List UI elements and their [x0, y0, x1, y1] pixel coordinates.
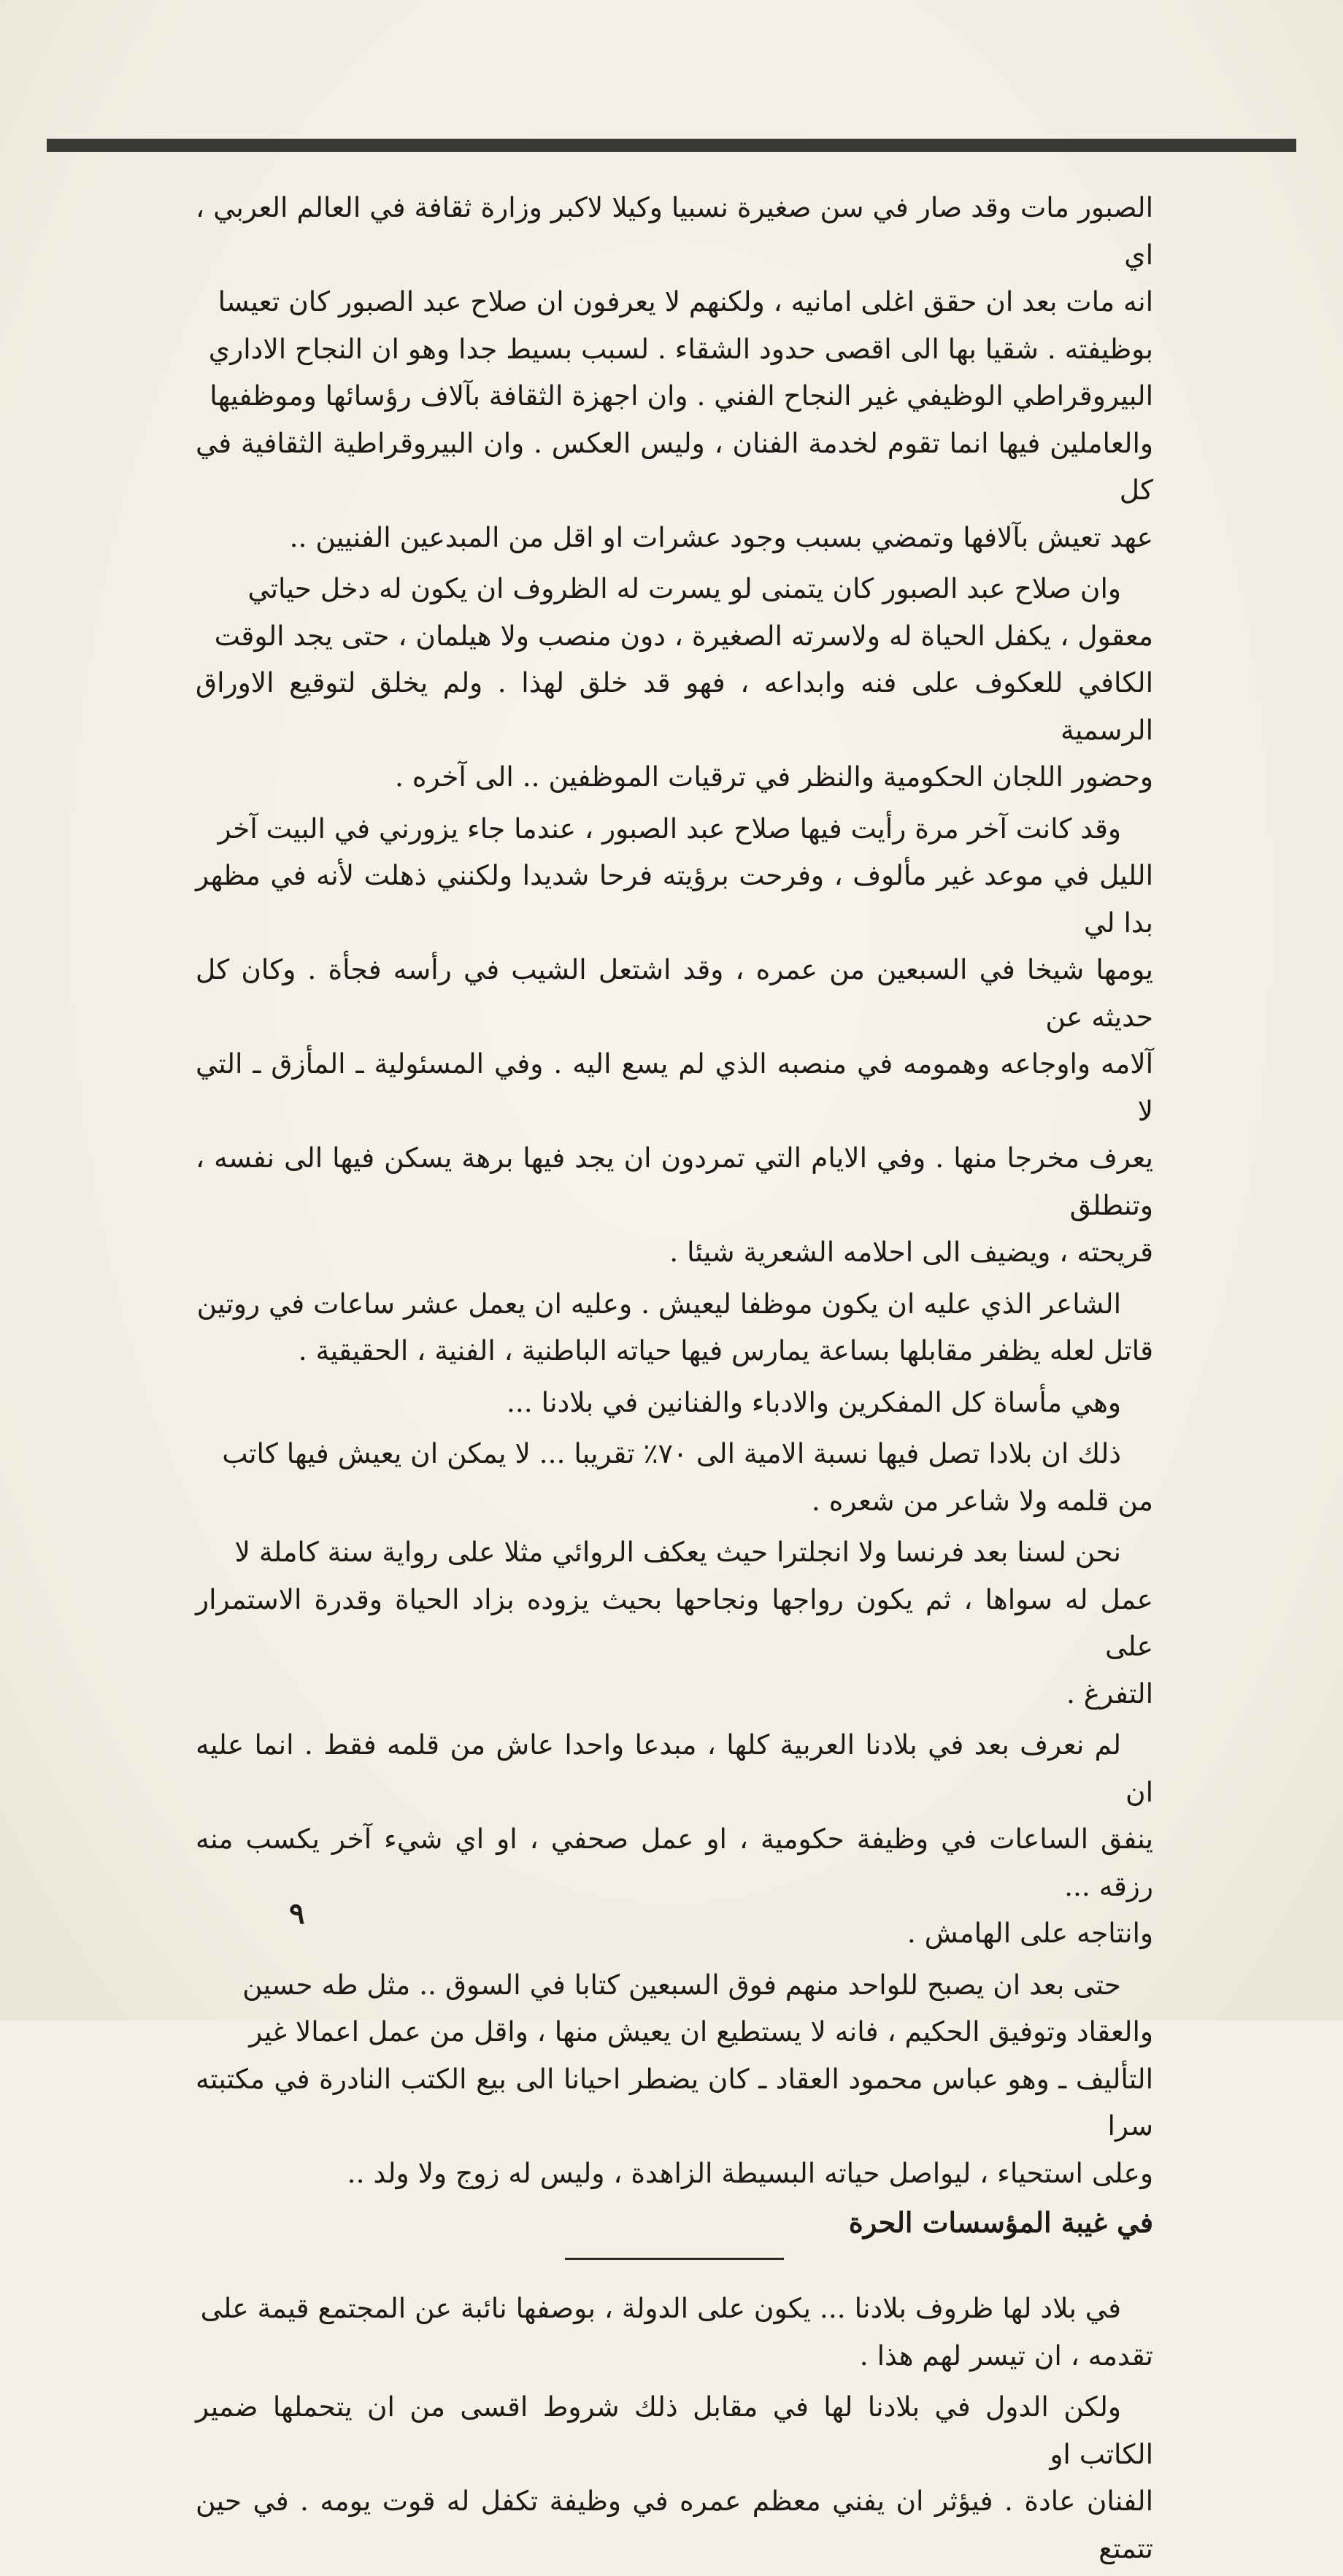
paragraph: وهي مأساة كل المفكرين والادباء والفنانين في بلادنا ... — [506, 1385, 1121, 1418]
paragraph: في بلاد لها ظروف بلادنا ... يكون على الدولة ، بوصفها نائبة عن المجتمع قيمة على تقدمه ، ان تيسر لهم هذا . — [200, 2292, 1153, 2372]
page-number: ٩ — [289, 1896, 305, 1931]
page-body — [196, 184, 1153, 2576]
paragraph: ولكن الدول في بلادنا لها في مقابل ذلك شروط اقسى من ان يتحملها ضمير الكاتب او الفنان عادة . فيؤثر ان يفني معظم عمره في وظيفة تكفل له قوت يومه . في حين تتمتع — [196, 2391, 1153, 2564]
paragraph: نحن لسنا بعد فرنسا ولا انجلترا حيث يعكف الروائي مثلا على رواية سنة كاملة لا عمل له سواها ، ثم يكون رواجها ونجاحها بحيث يزوده بزاد الحياة وقدرة الاستمرار على التفرغ . — [196, 1536, 1153, 1710]
paragraphs-after-heading — [196, 2285, 1153, 2572]
top-header-rule — [47, 139, 1296, 152]
paragraph: الصبور مات وقد صار في سن صغيرة نسبيا وكيلا لاكبر وزارة ثقافة في العالم العربي ، اي انه مات بعد ان حقق اغلى امانيه ، ولكنهم لا يعرفون ان صلاح عبد الصبور كان تعيسا بوظيفته . شقيا بها الى اقصى حدود الشقاء . لسبب بسيط جدا وهو ان النجاح الاداري البيروقراطي الوظيفي غير النجاح الفني . وان اجهزة الثقافة بآلاف رؤسائها وموظفيها والعاملين فيها انما تقوم لخدمة الفنان ، وليس العكس . وان البيروقراطية الثقافية في كل عهد تعيش بآلافها وتمضي بسبب وجود عشرات او اقل من المبدعين الفنيين .. — [196, 191, 1153, 553]
section-heading: في غيبة المؤسسات الحرة — [848, 2206, 1153, 2239]
paragraphs-before-heading — [196, 184, 1153, 2196]
paragraph: الشاعر الذي عليه ان يكون موظفا ليعيش . وعليه ان يعمل عشر ساعات في روتين قاتل لعله يظفر مقابلها بساعة يمارس فيها حياته الباطنية ، الفنية ، الحقيقية . — [196, 1287, 1153, 1366]
section-divider — [565, 2258, 784, 2260]
paragraph: لم نعرف بعد في بلادنا العربية كلها ، مبدعا واحدا عاش من قلمه فقط . انما عليه ان ينفق الساعات في وظيفة حكومية ، او عمل صحفي ، او اي شيء آخر يكسب منه رزقه ... وانتاجه على الهامش . — [196, 1729, 1153, 1949]
paragraph: ذلك ان بلادا تصل فيها نسبة الامية الى ٧٠٪ تقريبا ... لا يمكن ان يعيش فيها كاتب من قلمه ولا شاعر من شعره . — [222, 1437, 1153, 1517]
paragraph: وقد كانت آخر مرة رأيت فيها صلاح عبد الصبور ، عندما جاء يزورني في البيت آخر الليل في موعد غير مألوف ، وفرحت برؤيته فرحا شديدا ولكنني ذهلت لأنه في مظهر بدا لي يومها شيخا في السبعين من عمره ، وقد اشتعل الشيب في رأسه فجأة . وكان كل حديثه عن آلامه واوجاعه وهمومه في منصبه الذي لم يسع اليه . وفي المسئولية ـ المأزق ـ التي لا يعرف مخرجا منها . وفي الايام التي تمردون ان يجد فيها برهة يسكن فيها الى نفسه ، وتنطلق قريحته ، ويضيف الى احلامه الشعرية شيئا . — [196, 812, 1153, 1268]
paragraph: حتى بعد ان يصبح للواحد منهم فوق السبعين كتابا في السوق .. مثل طه حسين والعقاد وتوفيق الحكيم ، فانه لا يستطيع ان يعيش منها ، واقل من عمل اعمالا غير التأليف ـ وهو عباس محمود العقاد ـ كان يضطر احيانا الى بيع الكتب النادرة في مكتبته سرا وعلى استحياء ، ليواصل حياته البسيطة الزاهدة ، وليس له زوج ولا ولد .. — [196, 1968, 1153, 2189]
paragraph: وان صلاح عبد الصبور كان يتمنى لو يسرت له الظروف ان يكون له دخل حياتي معقول ، يكفل الحياة له ولاسرته الصغيرة ، دون منصب ولا هيلمان ، حتى يجد الوقت الكافي للعكوف على فنه وابداعه ، فهو قد خلق لهذا . ولم يخلق لتوقيع الاوراق الرسمية وحضور اللجان الحكومية والنظر في ترقيات الموظفين .. الى آخره . — [196, 572, 1153, 793]
